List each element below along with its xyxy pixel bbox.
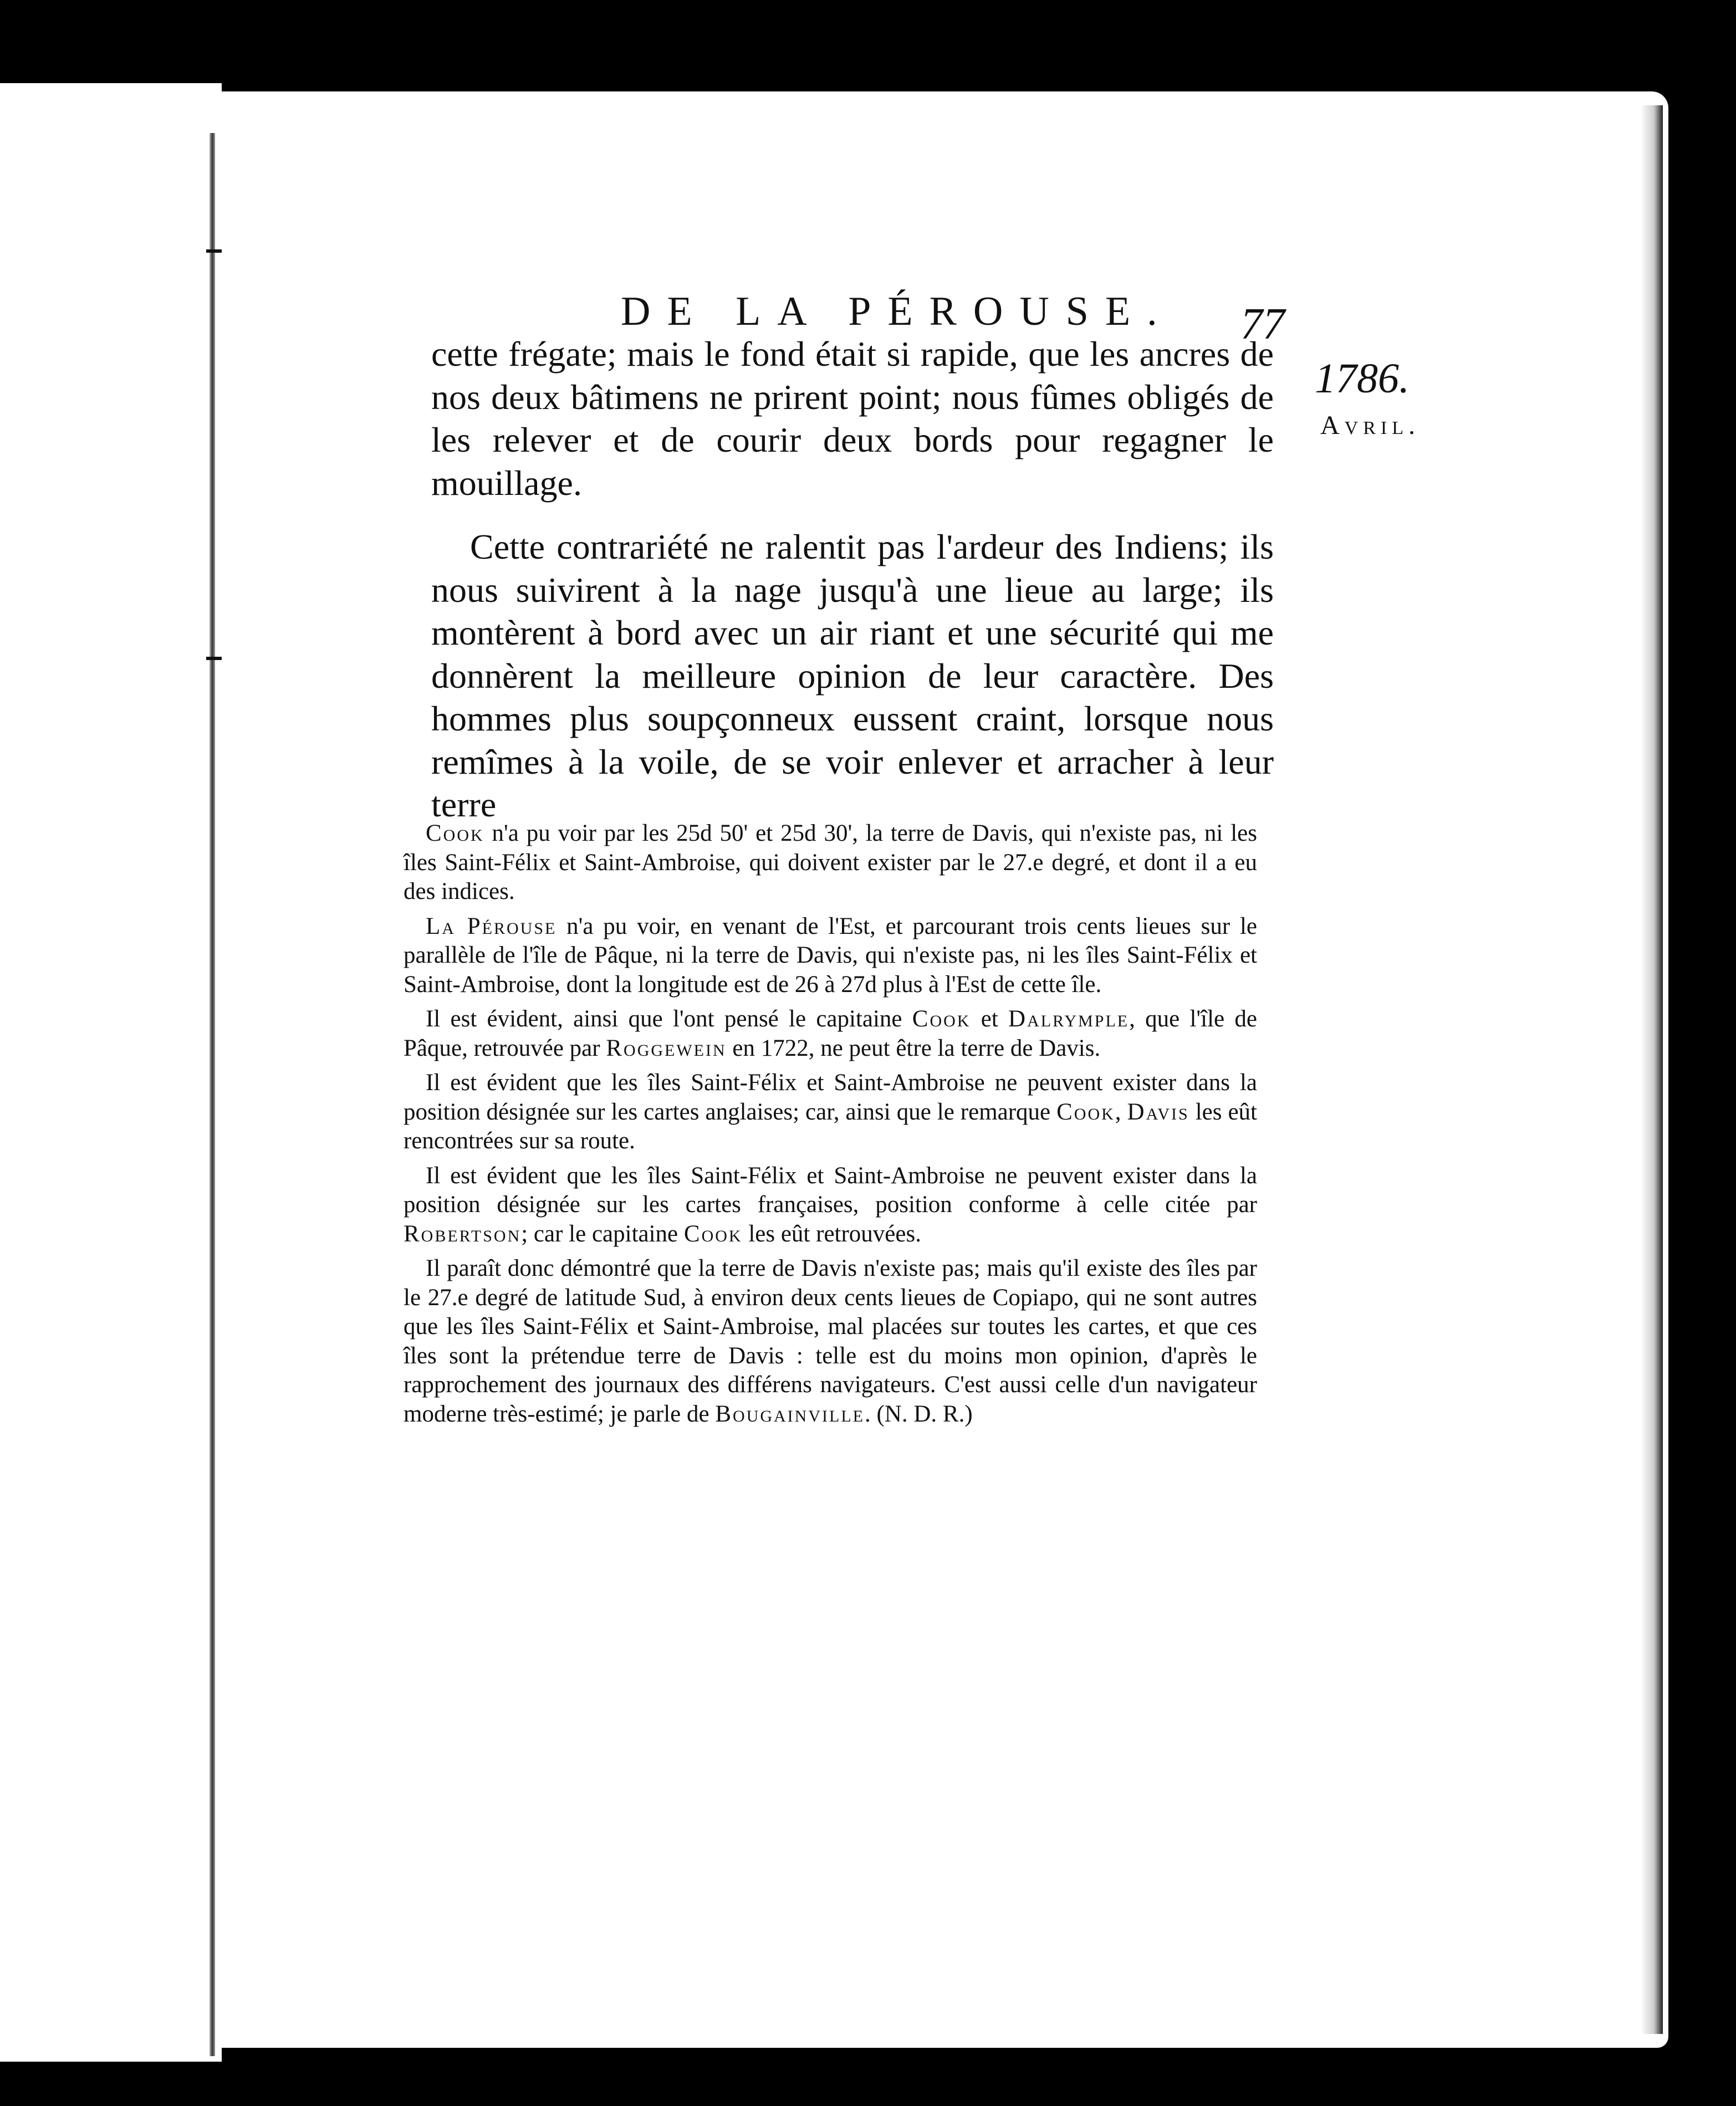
page-edge-shadow [1641, 105, 1663, 2034]
footnote [404, 912, 1257, 1000]
body-text [431, 333, 1274, 826]
footnote [404, 1162, 1257, 1249]
footnote-text: n'a pu voir, en venant de l'Est, et parcourant trois cents lieues sur le parallèle de l'île de Pâque, ni la terre de Davis, qui n'existe pas, ni les îles Saint-Félix et Saint-Ambroise, dont la longitude est de 26 à 27d plus à l'Est de cette île. [404, 913, 1257, 998]
footnotes [404, 819, 1257, 1434]
name-cook: Cook [426, 820, 484, 846]
name-davis: Davis [1127, 1098, 1189, 1125]
gutter-mark [206, 657, 222, 660]
footnote-text: les eût rencontrées sur sa route. [404, 1098, 1257, 1154]
page-number: 77 [1240, 300, 1285, 349]
name-cook: Cook [1056, 1098, 1115, 1125]
book-gutter [210, 133, 215, 2056]
name-cook: Cook [912, 1006, 971, 1032]
name-la-perouse: La Pérouse [426, 913, 557, 939]
footnote-text: , que l'île de Pâque, retrouvée par [404, 1006, 1257, 1061]
name-dalrymple: Dalrymple [1008, 1006, 1130, 1032]
footnote-text: ; car le capitaine [521, 1220, 684, 1247]
footnote-text: en 1722, ne peut être la terre de Davis. [726, 1035, 1101, 1061]
footnote-text: Il est évident, ainsi que l'ont pensé le capitaine [426, 1006, 912, 1032]
footnote-text: , [1115, 1098, 1127, 1125]
name-robertson: Robertson [404, 1220, 522, 1247]
footnote [404, 819, 1257, 907]
running-head: DE LA PÉROUSE. [621, 289, 1174, 334]
footnote-text: Il paraît donc démontré que la terre de Davis n'existe pas; mais qu'il existe des îles par le 27.e degré de latitude Sud, à environ deux cents lieues de Copiapo, qui ne sont autres que les îles Saint-Félix et Saint-Ambroise, mal placées sur toutes les cartes, et que ces îles sont la prétendue terre de Davis : telle est du moins mon opinion, d'après le rapprochement des journaux des différens navigateurs. C'est aussi celle d'un navigateur moderne très-estimé; je parle de [404, 1255, 1257, 1427]
margin-month: Avril. [1320, 411, 1420, 440]
footnote-text: n'a pu voir par les 25d 50' et 25d 30', la terre de Davis, qui n'existe pas, ni les îles Saint-Félix et Saint-Ambroise, qui doivent exister par le 27.e degré, et dont il a eu des indices. [404, 820, 1257, 904]
footnote [404, 1069, 1257, 1156]
footnote [404, 1005, 1257, 1063]
left-page-edge [0, 83, 222, 2062]
footnote-text: les eût retrouvées. [742, 1220, 921, 1247]
gutter-mark [206, 249, 222, 253]
name-bougainville: Bougainville [715, 1400, 865, 1427]
name-roggewein: Roggewein [606, 1035, 727, 1061]
margin-year: 1786. [1315, 355, 1410, 402]
paragraph: Cette contrariété ne ralentit pas l'ardeur des Indiens; ils nous suivirent à la nage jusqu'à une lieue au large; ils montèrent à bord avec un air riant et une sécurité qui me donnèrent la meilleure opinion de leur caractère. Des hommes plus soupçonneux eussent craint, lorsque nous remîmes à la voile, de se voir enlever et arracher à leur terre [431, 527, 1274, 824]
footnote-text: Il est évident que les îles Saint-Félix et Saint-Ambroise ne peuvent exister dans la position désignée sur les cartes anglaises; car, ainsi que le remarque [404, 1070, 1257, 1125]
footnote [404, 1254, 1257, 1429]
name-cook: Cook [683, 1220, 743, 1247]
footnote-text: et [971, 1006, 1009, 1032]
paragraph: cette frégate; mais le fond était si rapide, que les ancres de nos deux bâtimens ne prirent point; nous fûmes obligés de les relever et de courir deux bords pour regagner le mouillage. [431, 334, 1274, 503]
footnote-text: Il est évident que les îles Saint-Félix et Saint-Ambroise ne peuvent exister dans la position désignée sur les cartes françaises, position conforme à celle citée par [404, 1162, 1257, 1218]
footnote-text: . (N. D. R.) [864, 1400, 973, 1427]
